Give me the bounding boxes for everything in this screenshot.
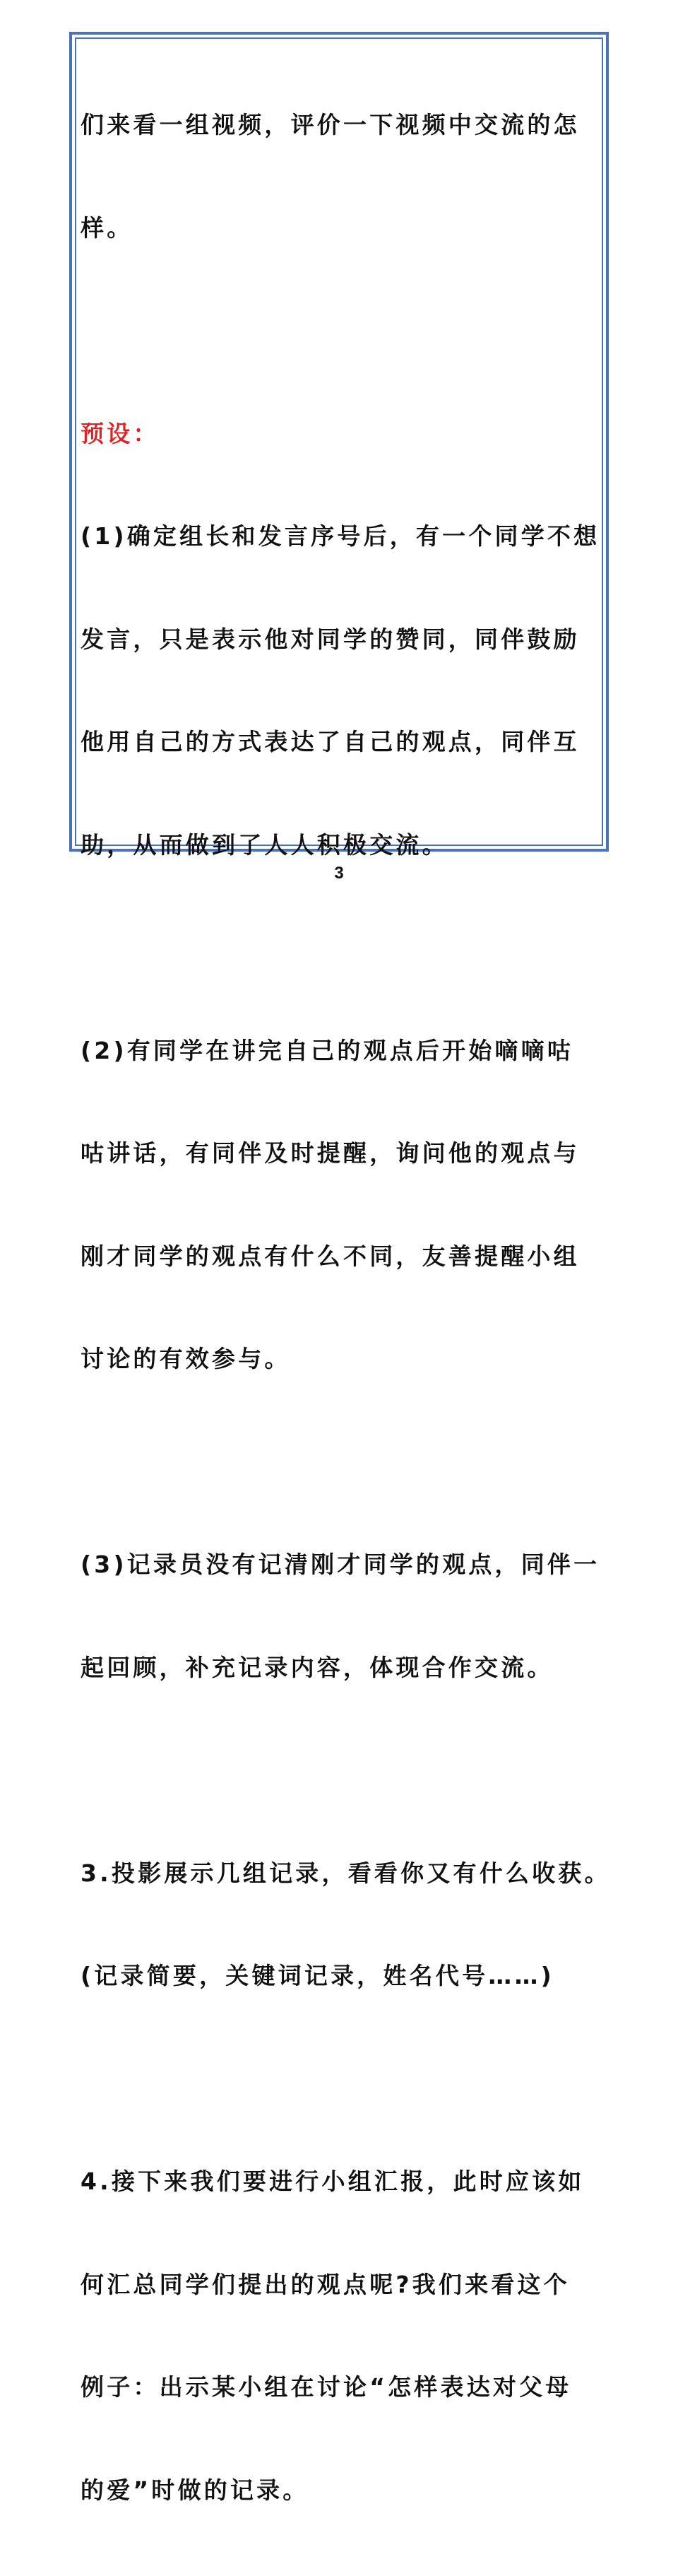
document-body	[81, 40, 611, 2576]
text-line: 样。	[81, 213, 133, 242]
item-3	[81, 1479, 603, 1753]
text-line: 起回顾，补充记录内容，体现合作交流。	[81, 1653, 554, 1681]
text-line: (记录简要，关键词记录，姓名代号……)	[81, 1962, 554, 1989]
preset-section	[81, 348, 603, 931]
preset-heading: 预设：	[81, 419, 160, 447]
text-line: 咕讲话，有同伴及时提醒，询问他的观点与	[81, 1139, 580, 1167]
text-line: 讨论的有效参与。	[81, 1345, 291, 1372]
intro-paragraph	[81, 40, 603, 314]
page-number: 3	[334, 864, 344, 883]
text-line: (2)有同学在讲完自己的观点后开始嘀嘀咕	[81, 1036, 574, 1064]
text-line: 何汇总同学们提出的观点呢?我们来看这个	[81, 2270, 570, 2298]
text-line: 助，从而做到了人人积极交流。	[81, 830, 448, 859]
text-line: 刚才同学的观点有什么不同，友善提醒小组	[81, 1242, 580, 1270]
text-line: 例子：出示某小组在讨论“怎样表达对父母	[81, 2373, 572, 2401]
text-line: (3)记录员没有记清刚才同学的观点，同伴一	[81, 1551, 600, 1578]
text-line: 们来看一组视频，评价一下视频中交流的怎	[81, 111, 580, 139]
text-line: 的爱”时做的记录。	[81, 2476, 309, 2504]
item-2	[81, 965, 603, 1445]
step-3	[81, 1788, 611, 2062]
step-4	[81, 2096, 603, 2576]
text-line: (1)确定组长和发言序号后，有一个同学不想	[81, 522, 600, 550]
text-line: 他用自己的方式表达了自己的观点，同伴互	[81, 728, 580, 755]
text-line: 4.接下来我们要进行小组汇报，此时应该如	[81, 2168, 585, 2195]
text-line: 发言，只是表示他对同学的赞同，同伴鼓励	[81, 625, 580, 653]
text-line: 3.投影展示几组记录，看看你又有什么收获。	[81, 1859, 611, 1887]
